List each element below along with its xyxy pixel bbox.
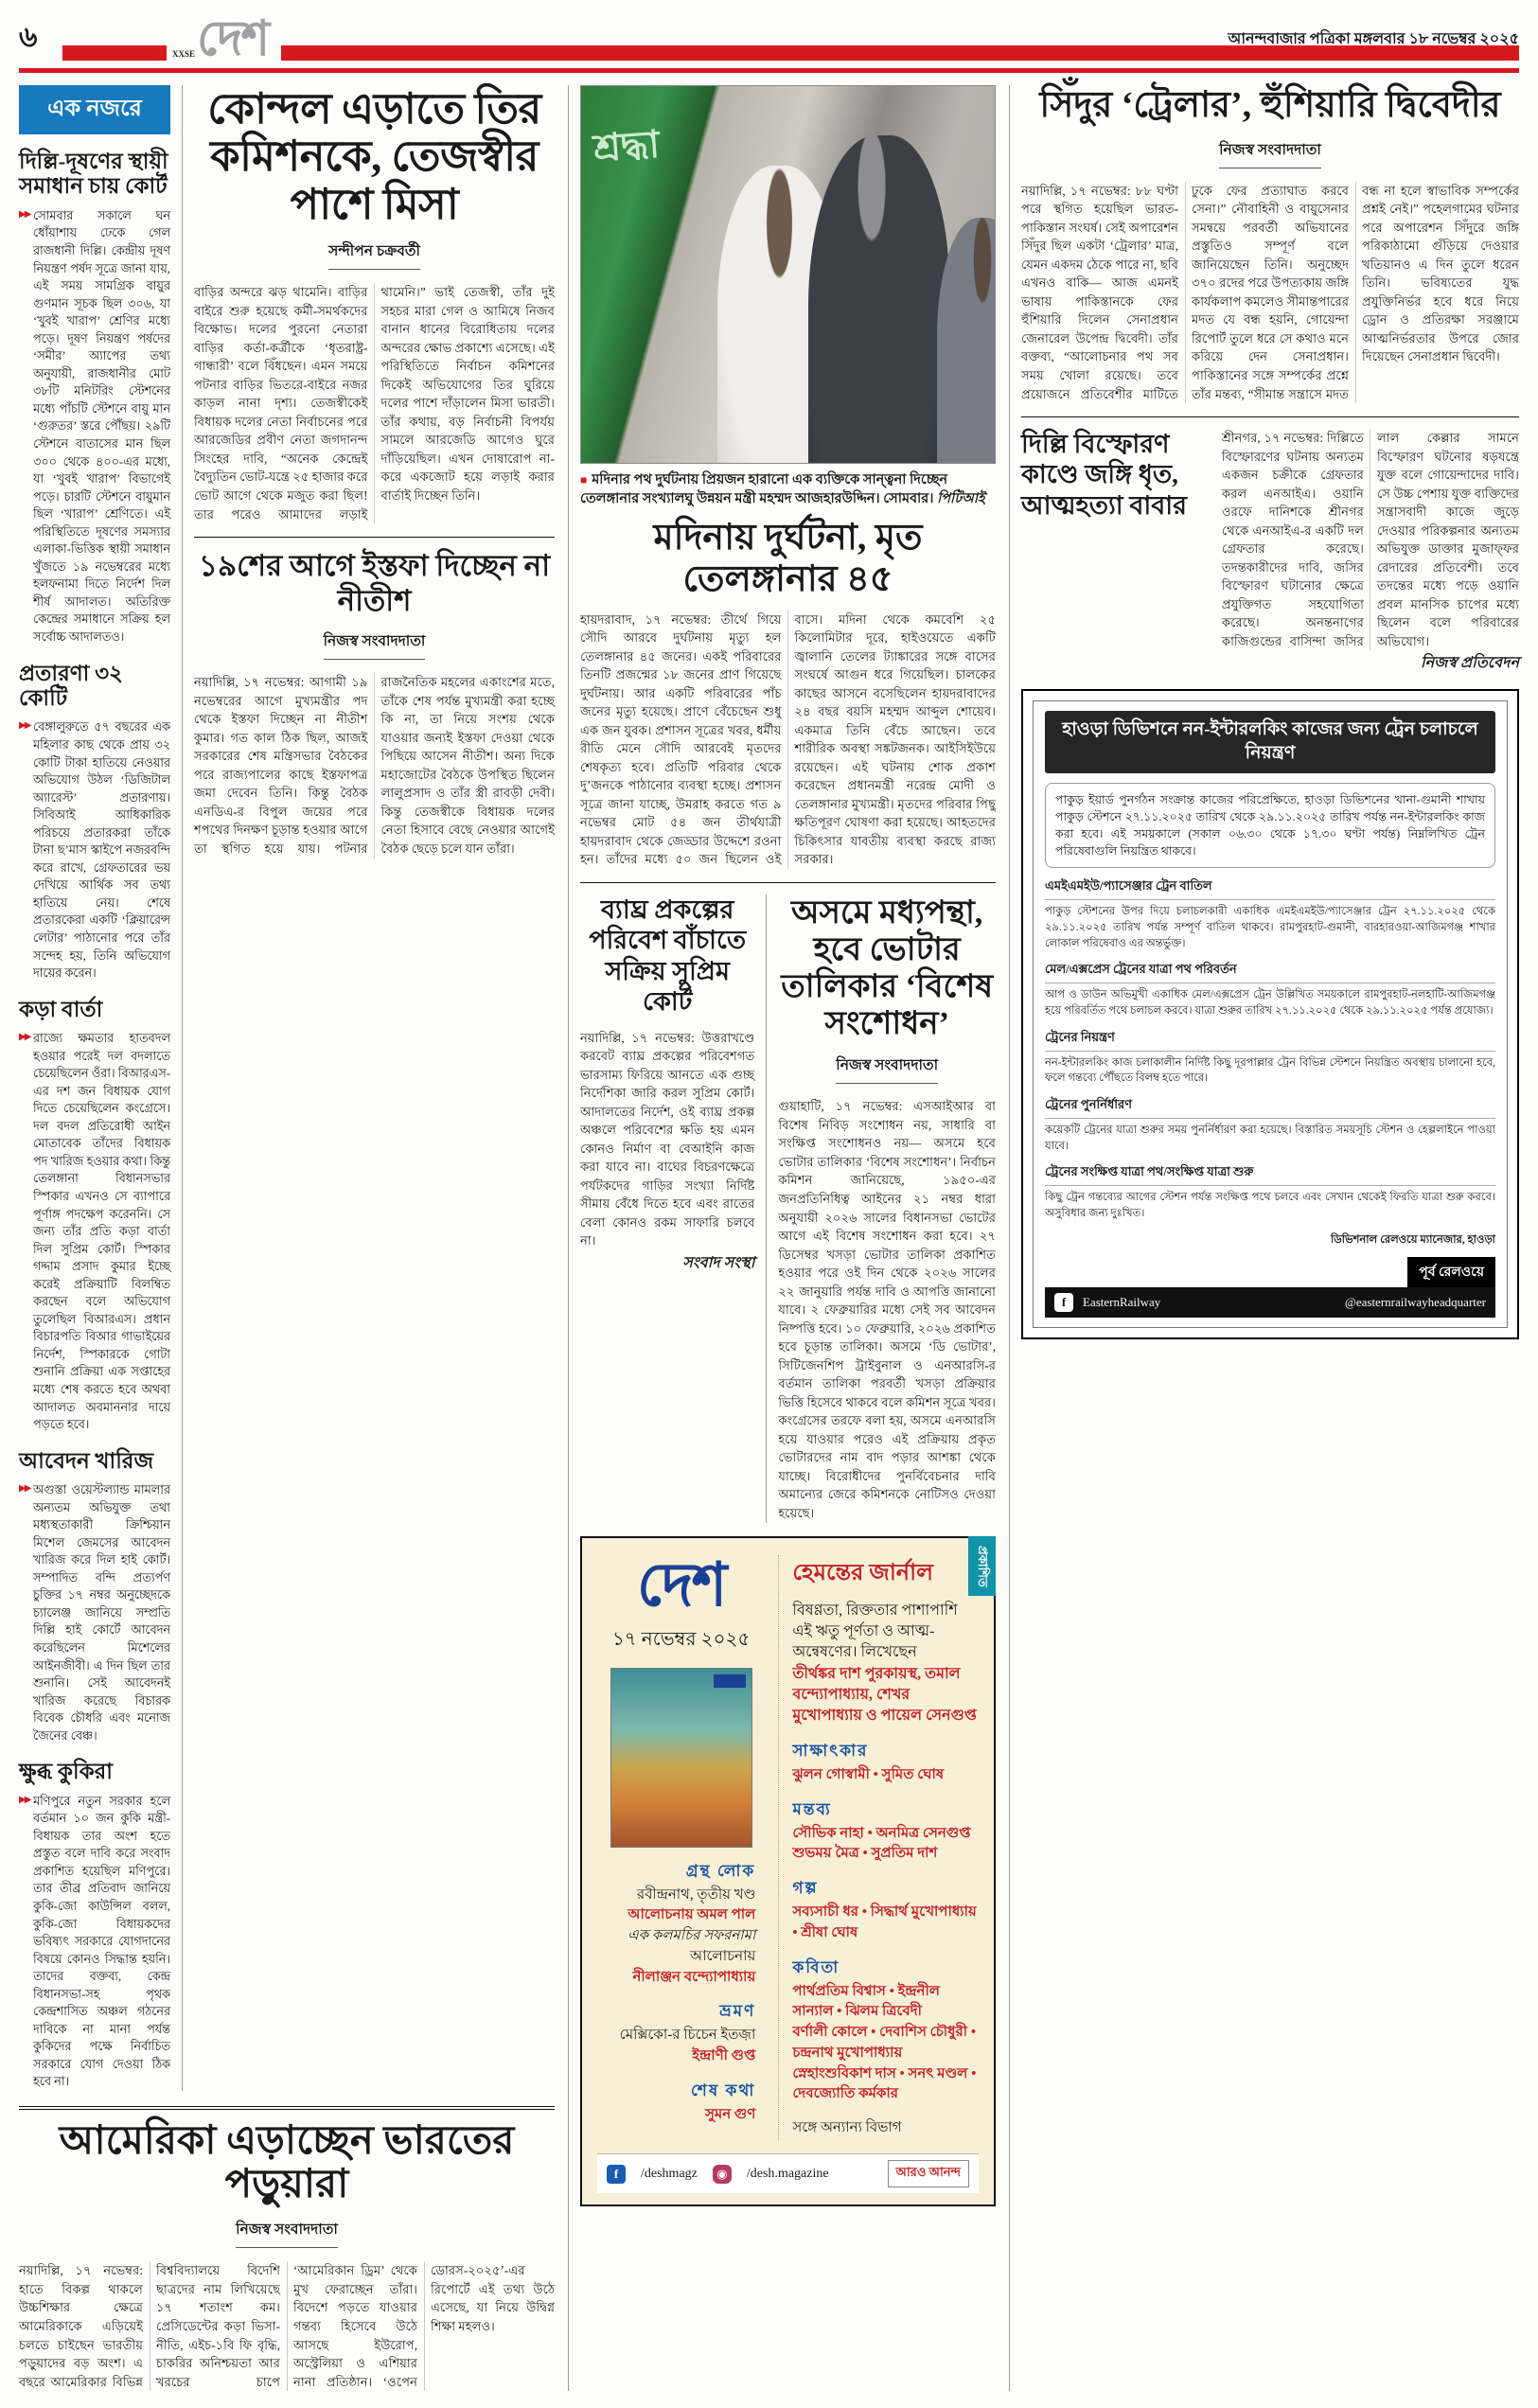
sidebar-item-headline: কড়া বার্তা — [19, 997, 103, 1021]
article-body: নয়াদিল্লি, ১৭ নভেম্বর: ৮৮ ঘণ্টা পরে স্থগিত হয়েছিল ভারত-পাকিস্তান সংঘর্ষ। সেই অপারেশন সিঁদুর ছিল একটা ‘ট্রেলার’ মাত্র, যেমন একদম ঠেকে পারে না, ছবি এখনও বাকি— আজ এমনই ভাষায় পাকিস্তানকে ফের হুঁশিয়ারি দিলেন সেনাপ্রধান জেনারেল উপেন্দ্র দ্বিবেদী। তাঁর বক্তব্য, “আলোচনার পথ সব সময় খোলা রয়েছে। তবে প্রয়োজনে প্রতিবেশীর মাটিতে ঢুকে ফের প্রত্যাঘাত করবে সেনা।” নৌবাহিনী ও বায়ুসেনার সমন্বয়ে পরবর্তী অভিযানের প্রস্তুতিও সম্পূর্ণ বলে জানিয়েছেন তিনি। অনুচ্ছেদ ৩৭০ রদের পরে উপত্যকায় জঙ্গি কার্যকলাপ কমলেও সীমান্তপারের মদত যে বন্ধ হয়নি, গোয়েন্দা রিপোর্ট তুলে ধরে সে কথাও মনে করিয়ে দেন সেনাপ্রধান। পাকিস্তানের সঙ্গে সম্পর্কের প্রশ্নে তাঁর মন্তব্য, “সীমান্ত সন্ত্রাসে মদত বন্ধ না হলে স্বাভাবিক সম্পর্কের প্রশ্নই নেই।” পহেলগামের ঘটনার পরে অপারেশন সিঁদুরে জঙ্গি পরিকাঠামো গুঁড়িয়ে দেওয়ার খতিয়ানও এ দিন তুলে ধরেন তিনি। ভবিষ্যতের যুদ্ধ প্রযুক্তিনির্ভর হবে ধরে নিয়ে ড্রোন ও প্রতিরক্ষা সরঞ্জামে আত্মনির্ভরতার উপরে জোর দিয়েছেন সেনাপ্রধান দ্বিবেদী। — [1021, 183, 1519, 401]
sidebar-item-fraud — [19, 662, 170, 983]
section-line: মেক্সিকো-র চিচেন ইতজ়া — [619, 2027, 756, 2044]
article-divider — [1021, 416, 1519, 417]
photo-banner-script: শ্রদ্ধা — [592, 122, 662, 170]
article-sindoor — [1021, 85, 1519, 403]
masthead — [172, 12, 269, 67]
article-divider — [194, 537, 555, 538]
article-byline: নিজস্ব সংবাদদাতা — [1021, 138, 1519, 168]
magazine-section-bhraman — [597, 1999, 765, 2067]
article-headline: অসমে মধ্যপন্থা, হবে ভোটার তালিকার ‘বিশেষ সংশোধন’ — [781, 894, 994, 1042]
aro-anondo-badge: আরও আনন্দ — [888, 2160, 970, 2187]
railway-signature: ডিভিশনাল রেলওয়ে ম্যানেজার, হাওড়া — [1331, 1233, 1495, 1246]
article-delhi-blast — [1021, 429, 1519, 676]
sidebar-item-headline: আবেদন খারিজ — [19, 1448, 154, 1473]
instagram-icon: ◉ — [713, 2165, 732, 2184]
railway-section-regulated — [1045, 1029, 1495, 1087]
article-body: গুয়াহাটি, ১৭ নভেম্বর: এসআইআর বা বিশেষ নিবিড় সংশোধন নয়, সাধারি বা সংক্ষিপ্ত সংশোধনও নয়— অসমে হবে ভোটার তালিকার ‘বিশেষ সংশোধন’। নির্বাচন কমিশন জানিয়েছে, ১৯৫০-এর জনপ্রতিনিধিত্ব আইনের ২১ নম্বর ধারা অনুযায়ী ২০২৬ সালের বিধানসভা ভোটের আগে এই বিশেষ সংশোধন করা হবে। ২৭ ডিসেম্বর খসড়া ভোটার তালিকা প্রকাশিত হওয়ার পরে ওই দিন থেকে ২০২৬ সালের ২২ জানুয়ারি পর্যন্ত দাবি ও আপত্তি জানানো যাবে। ২ ফেব্রুয়ারির মধ্যে সেই সব আবেদন নিষ্পত্তি হবে। ১০ ফেব্রুয়ারি, ২০২৬ প্রকাশিত হবে চূড়ান্ত তালিকা। অসমে ‘ডি ভোটার’, সিটিজেনশিপ ট্রাইবুনাল ও এনআরসি-র বর্তমান তালিকা পরবর্তী খসড়া প্রক্রিয়ার ভিত্তি হিসেবে থাকবে বলে কমিশন সূত্রে খবর। কংগ্রেসের তরফে বলা হয়, অসমে এনআরসি হয়ে যাওয়ার পরেও এই প্রক্রিয়ায় প্রকৃত ভোটারদের নাম বাদ পড়ার আশঙ্কা থেকে যাচ্ছে। বিরোধীদের পুনর্বিবেচনার দাবি অমান্যের জেরে কমিশনকে নোটিসও দেওয়া হয়েছে। — [778, 1099, 996, 1520]
arrow-marker-icon: ▶▶ — [19, 1483, 30, 1495]
desh-magazine-ad — [580, 1536, 996, 2207]
article-body: বাড়ির অন্দরে ঝড় থামেনি। বাড়ির বাইরে শুরু হয়েছে কর্মী-সমর্থকদের বিক্ষোভ। দলের পুরনো নেতারা বাড়ির কর্তা-কর্ত্রীকে ‘ধৃতরাষ্ট্র-গান্ধারী’ বলে বিঁধছেন। এমন সময়ে পটনার বাড়ির ভিতরে-বাইরে নজর কাড়ল নানা দৃশ্য। তেজস্বীকেই বিধায়ক দলের নেতা নির্বাচনের পরে আরজেডির প্রবীণ নেতা জগদানন্দ সিংহের দাবি, “অনেক কেন্দ্রেই বৈদ্যুতিন ভোট-যন্ত্রে ২৫ হাজার করে ভোট আগে থেকে মজুত করা ছিল! তার পরেও আমাদের লড়াই থামেনি।” ভাই তেজস্বী, তাঁর দুই সহচর মারা গেল ও আমিষে নিজব বানান ধানের বিরোধিতায় দলের অন্দরের ক্ষোভ প্রকাশ্যে এসেছে। এই পরিস্থিতিতে নির্বাচন কমিশনের দিকেই অভিযোগের তির ঘুরিয়ে দলের পাশে দাঁড়ালেন মিসা ভারতী। তাঁর কথায়, বড় নির্বাচনী বিপর্যয় সামলে আরজেডি আগেও ঘুরে দাঁড়িয়েছিল। এখন দোষারোপ না-করে একজোট হয়ে লড়াই করার বার্তাই দিচ্ছেন তিনি। — [194, 285, 555, 522]
sidebar-item-body: ▶▶ বেঙ্গালুরুতে ৫৭ বছরের এক মহিলার কাছ থেকে প্রায় ৩২ কোটি টাকা হাতিয়ে নেওয়ার অভিযোগ উঠল ‘ডিজিটাল অ্যারেস্ট’ প্রতারণায়। সিবিআই আধিকারিক পরিচয়ে প্রতারকরা তাঁকে টানা ছ’মাস স্কাইপে নজরবন্দি করে রাখে, গ্রেফতারের ভয় দেখিয়ে আর্থিক সব তথ্য হাতিয়ে নেয়। শেষে প্রতারকেরা একটি ‘ক্লিয়ারেন্স লেটার’ পাঠানোর পরে তাঁর সন্দেহ হয়, তিনি অভিযোগ দায়ের করেন। — [19, 720, 170, 981]
railway-notice-ad — [1021, 689, 1519, 1338]
sidebar-item-headline: ক্ষুব্ধ কুকিরা — [19, 1760, 113, 1784]
section-line: সৌভিক নাহা • অনমিত্র সেনগুপ্ত — [792, 1825, 971, 1841]
photo-credit: পিটিআই — [937, 490, 985, 506]
article-nitish — [194, 549, 555, 858]
main-content — [19, 85, 1519, 2391]
railway-section-cancelled — [1045, 877, 1495, 951]
railway-section-body: পাকুড় স্টেশনের উপর দিয়ে চলাচলকারী একাধিক এমইএমইউ/প্যাসেঞ্জার ট্রেন ২৭.১১.২০২৫ থেকে ২৯.১১.২০২৫ তারিখ পর্যন্ত সম্পূর্ণ বাতিল থাকবে। রামপুরহাট-গুমানী, বারহারওয়া-আজিমগঞ্জ শাখার লোকাল পরিষেবাও এর অন্তর্ভুক্ত। — [1045, 906, 1495, 949]
magazine-issue-date: ১৭ নভেম্বর ২০২৫ — [611, 1628, 751, 1650]
railway-section-title: ট্রেনের নিয়ন্ত্রণ — [1045, 1029, 1495, 1052]
article-body: হায়দরাবাদ, ১৭ নভেম্বর: তীর্থে গিয়ে সৌদি আরবে দুর্ঘটনায় মৃত্যু হল তেলঙ্গানার ৪৫ জনের। একই পরিবারের তিনটি প্রজন্মের ১৮ জনের প্রাণ গিয়েছে দুর্ঘটনায়। আর একটি পরিবারের পাঁচ জনের মৃত্যু হয়েছে। প্রাণে বেঁচেছেন শুধু এক জন যুবক। প্রশাসন সূত্রের খবর, ধর্মীয় রীতি মেনে সৌদি আরবেই মৃতদের শেষকৃত্য হবে। প্রতিটি পরিবার থেকে দু’জনকে পাঠানোর ব্যবস্থা হচ্ছে। প্রশাসন সূত্রে জানা যাচ্ছে, উমরাহ করতে গত ৯ নভেম্বর মোট ৫৪ জন তীর্থযাত্রী হায়দরাবাদ থেকে জেড্ডার উদ্দেশে রওনা হন। তাঁদের মধ্যে ৫০ জন ছিলেন ওই বাসে। মদিনা থেকে কমবেশি ২৫ কিলোমিটার দূরে, হাইওয়েতে একটি জ্বালানি তেলের ট্যাঙ্কারের সঙ্গে বাসের সংঘর্ষে আগুন ধরে গিয়েছিল। চালকের কাছের আসনে বসেছিলেন হায়দরাবাদের ২৪ বছর বয়সি মহম্মদ আব্দুল শোয়েব। একমাত্র তিনি বেঁচে আছেন। তবে শারীরিক অবস্থা সঙ্কটজনক। আইসিইউয়ে রয়েছেন। এই ঘটনায় শোক প্রকাশ করেছেন প্রধানমন্ত্রী নরেন্দ্র মোদী ও তেলঙ্গানার মুখ্যমন্ত্রী। মৃতদের পরিবার পিছু ক্ষতিপূরণ ঘোষণা করা হয়েছে। আহতদের চিকিৎসার যাবতীয় ব্যবস্থা করছে রাজ্য সরকার। — [580, 611, 996, 867]
railway-facebook-handle[interactable]: EasternRailway — [1083, 1294, 1161, 1309]
magazine-section-golpo — [792, 1876, 979, 1944]
magazine-section-sheshkotha — [597, 2079, 765, 2126]
sidebar-item-body: ▶▶ রাজ্যে ক্ষমতার হাতবদল হওয়ার পরেই দল বদলাতে চেয়েছিলেন ওঁরা। বিআরএস-এর দশ জন বিধায়ক যোগ দিতে চেয়েছিলেন কংগ্রেসে। দল বদল প্রতিরোধী আইন মোতাবেক তাঁদের বিধায়ক পদ খারিজ হওয়ার কথা। কিন্তু তেলঙ্গানা বিধানসভার স্পিকার এখনও সে ব্যাপারে পূর্ণাঙ্গ পদক্ষেপ করেননি। সে জন্য তাঁর প্রতি কড়া বার্তা দিল সুপ্রিম কোর্ট। স্পিকার গদ্দাম প্রসাদ কুমার ইচ্ছে করেই প্রক্রিয়াটি বিলম্বিত করছেন বলে অভিযোগ তুলেছিল বিআরএস। প্রধান বিচারপতি বিআর গাভাইয়ের নির্দেশ, স্পিকারকে গোটা শুনানি প্রক্রিয়া এক সপ্তাহের মধ্যে শেষ করতে হবে অথবা আদালত অবমাননার দায়ে পড়তে হবে। — [19, 1032, 170, 1432]
page-number: ৬ — [19, 22, 38, 53]
arrow-marker-icon: ▶▶ — [19, 720, 30, 732]
article-headline: মদিনায় দুর্ঘটনা, মৃত তেলঙ্গানার ৪৫ — [653, 518, 923, 599]
article-divider — [580, 882, 996, 883]
railway-section-body: কয়েকটি ট্রেনের যাত্রা শুরুর সময় পুনর্নির্ধারণ করা হয়েছে। বিস্তারিত সময়সূচি স্টেশন ও হেল্পলাইনে পাওয়া যাবে। — [1045, 1124, 1495, 1152]
article-headline: সিঁদুর ‘ট্রেলার’, হুঁশিয়ারি দ্বিবেদীর — [1039, 85, 1501, 125]
section-line: ইন্দ্রাণী গুপ্ত — [692, 2048, 756, 2064]
article-tiger-project — [580, 894, 754, 1523]
article-madina — [580, 518, 996, 869]
feature-authors: তীর্থঙ্কর দাশ পুরকায়স্থ, তমাল বন্দ্যোপাধ্যায়, শেখর মুখোপাধ্যায় ও পায়েল সেনগুপ্ত — [792, 1665, 977, 1725]
article-assam-voters — [766, 894, 996, 1523]
double-rule — [19, 2106, 555, 2110]
section-line: রবীন্দ্রনাথ, তৃতীয় খণ্ড — [636, 1886, 756, 1903]
mid-articles-row — [580, 894, 996, 1523]
section-title: গ্রন্থ লোক — [685, 1861, 756, 1880]
article-body: শ্রীনগর, ১৭ নভেম্বর: দিল্লিতে বিস্ফোরণের ঘটনায় অন্যতম একজন চক্রীকে গ্রেফতার করল এনআইএ। ওয়ানি ওরফে দানিশকে শ্রীনগর থেকে এনআইএ-র একটি দল গ্রেফতার করেছে। তদন্তকারীদের দাবি, জসির বিস্ফোরণ ঘটানোর ক্ষেত্রে প্রযুক্তিগত সহযোগিতা করেছে। অনন্তনাগের কাজিগুন্ডের বাসিন্দা জসির লাল কেল্লার সামনে বিস্ফোরণ ঘটনোর ষড়যন্ত্রে যুক্ত বলে গোয়েন্দাদের দাবি। সে উচ্চ পেশায় যুক্ত ব্যক্তিদের সন্ত্রাসবাদী কাজে জুড়ে দেওয়ার পরিকল্পনার অন্যতম অভিযুক্ত ডাক্তার মুজাফ্ফর রেদারের প্রতিবেশী। তবে তদন্তের মধ্যে পড়ে ওয়ানি প্রবল মানসিক চাপের মধ্যে ছিলেন বলে পরিবারের অভিযোগ। — [1221, 431, 1519, 648]
article-byline: নিজস্ব সংবাদদাতা — [194, 629, 555, 660]
sidebar-item-warning — [19, 998, 170, 1434]
sidebar-item-headline: প্রতারণা ৩২ কোটি — [19, 661, 123, 710]
article-byline: নিজস্ব সংবাদদাতা — [778, 1054, 996, 1084]
article-headline: কোন্দল এড়াতে তির কমিশনকে, তেজস্বীর পাশে মিসা — [207, 85, 541, 228]
page-header — [19, 13, 1519, 76]
article-headline: ১৯শের আগে ইস্তফা দিচ্ছেন না নীতীশ — [198, 549, 551, 617]
section-title: গল্প — [792, 1879, 819, 1898]
article-body: নয়াদিল্লি, ১৭ নভেম্বর: উত্তরাখণ্ডে করবেট ব্যাঘ্র প্রকল্পের পরিবেশগত ভারসাম্য ফিরিয়ে আনতে এক গুচ্ছ নির্দেশিকা জারি করল সুপ্রিম কোর্ট। আদালতের নির্দেশ, ওই ব্যাঘ্র প্রকল্প অঞ্চলে পরিবেশের ক্ষতি হয় এমন কোনও নির্মাণ বা বেআইনি কাজ করা যাবে না। বাঘের বিচরণক্ষেত্রে পর্যটকদের গাড়ির সংখ্যা নির্দিষ্ট সীমায় বেঁধে দিতে হবে এবং রাতের বেলা কোনও রকম সাফারি চলবে না। — [580, 1030, 755, 1248]
article-headline: আমেরিকা এড়াচ্ছেন ভারতের পড়ুয়ারা — [59, 2119, 515, 2207]
magazine-section-montobbo — [792, 1797, 979, 1866]
feature-body: বিষণ্ণতা, রিক্ততার পাশাপাশি এই ঋতু পূর্ণতা ও আত্ম-অন্বেষণের। লিখেছেন — [792, 1602, 958, 1661]
left-region — [19, 85, 555, 2391]
section-line: সব্যসাচী ধর • সিদ্ধার্থ মুখোপাধ্যায় • শ্রীষা ঘোষ — [792, 1904, 977, 1940]
article-signoff: সংবাদ সংস্থা — [682, 1254, 755, 1271]
column-3 — [568, 85, 996, 2391]
sidebar-item-delhi-pollution — [19, 150, 170, 646]
article-kondol — [194, 85, 555, 523]
published-ribbon: প্রকাশিত — [968, 1536, 996, 1597]
photo-figure-right — [808, 135, 949, 464]
sidebar-item-body: ▶▶ মণিপুরে নতুন সরকার হলে বর্তমান ১০ জন কুকি মন্ত্রী-বিধায়ক তার অংশ হতে প্রস্তুত বলে দাবি করে সংবাদ প্রকাশিত হয়েছিল মণিপুরে। তার তীব্র প্রতিবাদ জানিয়ে কুকি-জো কাউন্সিল বলল, কুকি-জো বিধায়কদের ভবিষ্যৎ সরকারে যোগদানের বিষয়ে কোনও সিদ্ধান্ত হয়নি। তাদের বক্তব্য, কেন্দ্র বিধানসভা-সহ পৃথক কেন্দ্রশাসিত অঞ্চল গঠনের দাবিকে না মানা পর্যন্ত কুকিদের পক্ষে নির্বাচিত সরকারে যোগ দেওয়া ঠিক হবে না। — [19, 1794, 170, 2089]
article-body: নয়াদিল্লি, ১৭ নভেম্বর: হাতে বিকল্প থাকলে উচ্চশিক্ষার ক্ষেত্রে আমেরিকাকে এড়িয়েই চলতে চাইছেন ভারতীয় পড়ুয়াদের বড় অংশ। এ বছরে আমেরিকার বিভিন্ন বিশ্ববিদ্যালয়ে বিদেশি ছাত্রদের নাম লিখিয়েছে ১৭ শতাংশ কম। প্রেসিডেন্টের কড়া ভিসা-নীতি, এইচ-১বি ফি বৃদ্ধি, চাকরির অনিশ্চয়তা আর খরচের চাপে ‘আমেরিকান ড্রিম’ থেকে মুখ ফেরাচ্ছেন তাঁরা। বিদেশে পড়তে যাওয়ার গন্তব্য হিসেবে উঠে আসছে ইউরোপ, অস্ট্রেলিয়া ও এশিয়ার নানা প্রতিষ্ঠান। ‘ওপেন ডোরস-২০২৫’-এর রিপোর্টে এই তথ্য উঠে এসেছে, যা নিয়ে উদ্বিগ্ন শিক্ষা মহলও। — [19, 2263, 555, 2389]
section-title: ভ্রমণ — [719, 2002, 756, 2021]
article-headline: দিল্লি বিস্ফোরণ কাণ্ডে জঙ্গি ধৃত, আত্মহত্যা বাবার — [1021, 430, 1187, 520]
facebook-icon: f — [1054, 1293, 1073, 1312]
section-line: আলোচনায় — [690, 1948, 756, 1964]
section-line: নীলাঞ্জন বন্দ্যোপাধ্যায় — [632, 1969, 756, 1985]
article-america — [19, 2119, 555, 2391]
railway-section-body: নন-ইন্টারলকিং কাজ চলাকালীন নির্দিষ্ট কিছু দূরপাল্লার ট্রেন বিভিন্ন স্টেশনে নিয়ন্ত্রিত অবস্থায় চালানো হবে, ফলে গন্তব্যে পৌঁছতে বিলম্ব হতে পারে। — [1045, 1056, 1495, 1085]
article-signoff: নিজস্ব প্রতিবেদন — [1421, 655, 1519, 672]
railway-section-title: মেল/এক্সপ্রেস ট্রেনের যাত্রা পথ পরিবর্তন — [1045, 961, 1495, 983]
arrow-marker-icon: ▶▶ — [19, 208, 30, 220]
magazine-cover-image — [610, 1668, 752, 1848]
railway-section-body: কিছু ট্রেন গন্তব্যের আগের স্টেশন পর্যন্ত সংক্ষিপ্ত পথে চলবে এবং সেখান থেকেই ফিরতি যাত্রা শুরু করবে। অসুবিধার জন্য দুঃখিত। — [1045, 1192, 1495, 1220]
railway-section-title: ট্রেনের পুনর্নির্ধারণ — [1045, 1096, 1495, 1119]
section-line: ঝুলন গোস্বামী • সুমিত ঘোষ — [792, 1766, 945, 1782]
edition-code: XXSE — [172, 49, 196, 59]
arrow-marker-icon: ▶▶ — [19, 1032, 30, 1043]
section-line: শুভময় মৈত্র • সুপ্রতিম দাশ — [792, 1846, 938, 1862]
sidebar-item-kuki — [19, 1760, 170, 2091]
sidebar-item-headline: দিল্লি-দূষণের স্থায়ী সমাধান চায় কোর্ট — [19, 150, 168, 199]
feature-title: হেমন্তের জার্নাল — [792, 1560, 933, 1585]
paper-dateline: আনন্দবাজার পত্রিকা মঙ্গলবার ১৮ নভেম্বর ২০২৫ — [1228, 31, 1519, 47]
section-line: এক কলমচির সফরনামা — [628, 1928, 756, 1944]
instagram-handle[interactable]: /desh.magazine — [746, 2166, 829, 2181]
arrow-marker-icon: ▶▶ — [19, 1794, 30, 1805]
column-2 — [182, 85, 555, 2091]
railway-section-body: আপ ও ডাউন অভিমুখী একাধিক মেল/এক্সপ্রেস ট্রেন উল্লিখিত সময়কালে রামপুরহাট-নলহাটি-আজিমগঞ্জ হয়ে পরিবর্তিত পথে চলাচল করবে। যাত্রা শুরুর তারিখ ২৭.১১.২০২৫ থেকে ২৯.১১.২০২৫ পর্যন্ত প্রযোজ্য। — [1045, 989, 1495, 1017]
section-title: শেষ কথা — [690, 2080, 756, 2099]
railway-section-title: ট্রেনের সংক্ষিপ্ত যাত্রা পথ/সংক্ষিপ্ত যাত্রা শুরু — [1045, 1163, 1495, 1186]
section-title: সাক্ষাৎকার — [792, 1741, 869, 1760]
sidebar-item-body: ▶▶ অগুস্তা ওয়েস্টল্যান্ড মামলার অন্যতম অভিযুক্ত তথা মধ্যস্থতাকারী ক্রিশ্চিয়ান মিশেল জেমসের আবেদন খারিজ করে দিল হাই কোর্ট। সম্পাদিত বন্দি প্রত্যর্পণ চুক্তির ১৭ নম্বর অনুচ্ছেদকে চ্যালেঞ্জ জানিয়ে সম্প্রতি দিল্লি হাই কোর্টে আবেদন করেছিলেন মিশেলের আইনজীবী। এ দিন ছিল তার শুনানি। সেই আবেদনই খারিজ করেছে বিচারক বিবেক চৌধরি এবং মনোজ জৈনের বেঞ্চ। — [19, 1483, 170, 1743]
magazine-section-granthalok — [597, 1859, 765, 1989]
masthead-logo: দেশ — [197, 12, 269, 67]
railway-section-shortterminated — [1045, 1163, 1495, 1221]
facebook-icon: f — [607, 2165, 626, 2184]
article-byline: নিজস্ব সংবাদদাতা — [19, 2218, 555, 2248]
news-photo — [580, 85, 996, 464]
facebook-handle[interactable]: /deshmagz — [641, 2166, 698, 2181]
desh-magazine-logo: দেশ — [636, 1550, 726, 1619]
magazine-social-bar — [597, 2153, 979, 2193]
header-rule — [19, 68, 1519, 73]
magazine-footer-note: সঙ্গে অন্যান্য বিভাগ — [792, 2120, 902, 2136]
railway-section-diverted — [1045, 961, 1495, 1018]
eastern-railway-brand: পূর্ব রেলওয়ে — [1407, 1257, 1495, 1287]
railway-social-bar — [1045, 1287, 1495, 1318]
section-line: আলোচনায় অমল পাল — [628, 1907, 756, 1923]
railway-notice-intro: পাকুড় ইয়ার্ড পুনর্গঠন সংক্রান্ত কাজের পরিপ্রেক্ষিতে, হাওড়া ডিভিশনের খানা-গুমানী শাখায় পাকুড় স্টেশনে ২৭.১১.২০২৫ তারিখ থেকে ২৯.১১.২০২৫ তারিখ পর্যন্ত নন-ইন্টারলকিং কাজ করা হবে। এই সময়কালে (সকাল ০৬.৩০ থেকে ১৭.৩০ ঘণ্টা পর্যন্ত) নিম্নলিখিত ট্রেন পরিষেবাগুলি নিয়ন্ত্রিত থাকবে। — [1045, 783, 1495, 869]
magazine-section-interview — [792, 1739, 979, 1786]
article-byline: সন্দীপন চক্রবর্তী — [194, 239, 555, 270]
section-line: পার্থপ্রতিম বিশ্বাস • ইন্দ্রনীল সান্যাল • ঝিলম ত্রিবেদী — [792, 1983, 940, 2020]
article-headline: ব্যাঘ্র প্রকল্পের পরিবেশ বাঁচাতে সক্রিয় সুপ্রিম কোর্ট — [589, 894, 747, 1017]
column-4 — [1009, 85, 1519, 2391]
railway-section-rescheduled — [1045, 1096, 1495, 1154]
section-title: কবিতা — [792, 1957, 840, 1976]
article-body: নয়াদিল্লি, ১৭ নভেম্বর: আগামী ১৯ নভেম্বরের আগে মুখ্যমন্ত্রীর পদ থেকে ইস্তফা দিচ্ছেন না নীতীশ কুমার। গত কাল ঠিক ছিল, আজই সরকারের শেষ মন্ত্রিসভার বৈঠকের পরে রাজ্যপালের কাছে ইস্তফাপত্র জমা দেবেন তিনি। কিন্তু বৈঠক এনডিএ-র বিপুল জয়ের পরে শপথের দিনক্ষণ চূড়ান্ত হওয়ার আগে তা স্থগিত হয়ে যায়। পটনার রাজনৈতিক মহলের একাংশের মতে, তাঁকে শেষ পর্যন্ত মুখ্যমন্ত্রী করা হচ্ছে কি না, তা নিয়ে সংশয় থেকে যাওয়ার জন্যই ইস্তফা দেওয়া থেকে পিছিয়ে আসেন নীতীশ। অন্য দিকে মহাজোটের বৈঠকে উপস্থিত ছিলেন লালুপ্রসাদ ও তাঁর স্ত্রী রাবড়ী দেবী। কিন্তু তেজস্বীকে বিধায়ক দলের নেতা হিসাবে বেছে নেওয়ার আগেই বৈঠক ছেড়ে চলে যান তাঁরা। — [194, 675, 555, 857]
section-line: বর্ণালী কোলে • দেবাশিস চৌধুরী • চন্দ্রনাথ মুখোপাধ্যায় — [792, 2025, 977, 2061]
caption-square-icon: ■ — [580, 473, 588, 487]
sidebar-item-plea-rejected — [19, 1449, 170, 1745]
railway-section-title: এমইএমইউ/প্যাসেঞ্জার ট্রেন বাতিল — [1045, 877, 1495, 900]
railway-twitter-handle[interactable]: @easternrailwayheadquarter — [1344, 1294, 1486, 1309]
section-line: সুমন গুণ — [704, 2106, 756, 2122]
magazine-section-kobita — [792, 1956, 979, 2106]
sidebar-item-body: ▶▶ সোমবার সকালে ঘন ধোঁয়াশায় ঢেকে গেল রাজধানী দিল্লি। কেন্দ্রীয় দূষণ নিয়ন্ত্রণ পর্ষদ সূত্রে জানা যায়, এই সময় সামগ্রিক বায়ুর গুণমান সূচক ছিল ৩০৬, যা ‘খুবই খারাপ’ শ্রেণির মধ্যে পড়ে। দূষণ নিয়ন্ত্রণ পর্ষদের ‘সমীর’ অ্যাপের তথ্য অনুযায়ী, রাজধানীর মোট ৩৮টি মনিটরিং স্টেশনের মধ্যে পাঁচটি স্টেশনে বায়ু মান ‘গুরুতর’ স্তরে পৌঁছয়। ২৯টি স্টেশনে বাতাসের মান ছিল ৩০০ থেকে ৪০০-এর মধ্যে, যা ‘খুবই খারাপ’ বিভাগেই পড়ে। চারটি স্টেশনে বায়ুমান ছিল ‘খারাপ’ শ্রেণিতে। এই পরিস্থিতিতে দূষণের সমস্যার এলাকা-ভিত্তিক স্থায়ী সমাধান খুঁজতে ১৯ নভেম্বরের মধ্যে হলফনামা দিতে নির্দেশ দিল শীর্ষ আদালত। অতিরিক্ত কেন্দ্রের সমাধানে সক্রিয় হল সর্বোচ্চ আদালতও। — [19, 208, 170, 644]
section-title: মন্তব্য — [792, 1799, 832, 1818]
sidebar-ek-nojore — [19, 85, 170, 2091]
railway-notice-title: হাওড়া ডিভিশনে নন-ইন্টারলকিং কাজের জন্য ট্রেন চলাচলে নিয়ন্ত্রণ — [1045, 711, 1495, 772]
sidebar-title: এক নজরে — [19, 85, 170, 134]
section-line: স্নেহাংশুবিকাশ দাস • সনৎ মণ্ডল • দেবজ্যোতি কর্মকার — [792, 2065, 977, 2102]
masthead-red-bar-left — [62, 45, 167, 61]
photo-caption: ■ মদিনার পথ দুর্ঘটনায় প্রিয়জন হারানো এক ব্যক্তিকে সান্ত্বনা দিচ্ছেন তেলঙ্গানার সংখ্যালঘু উন্নয়ন মন্ত্রী মহম্মদ আজহারউদ্দিন। সোমবার। পিটিআই — [580, 472, 985, 506]
